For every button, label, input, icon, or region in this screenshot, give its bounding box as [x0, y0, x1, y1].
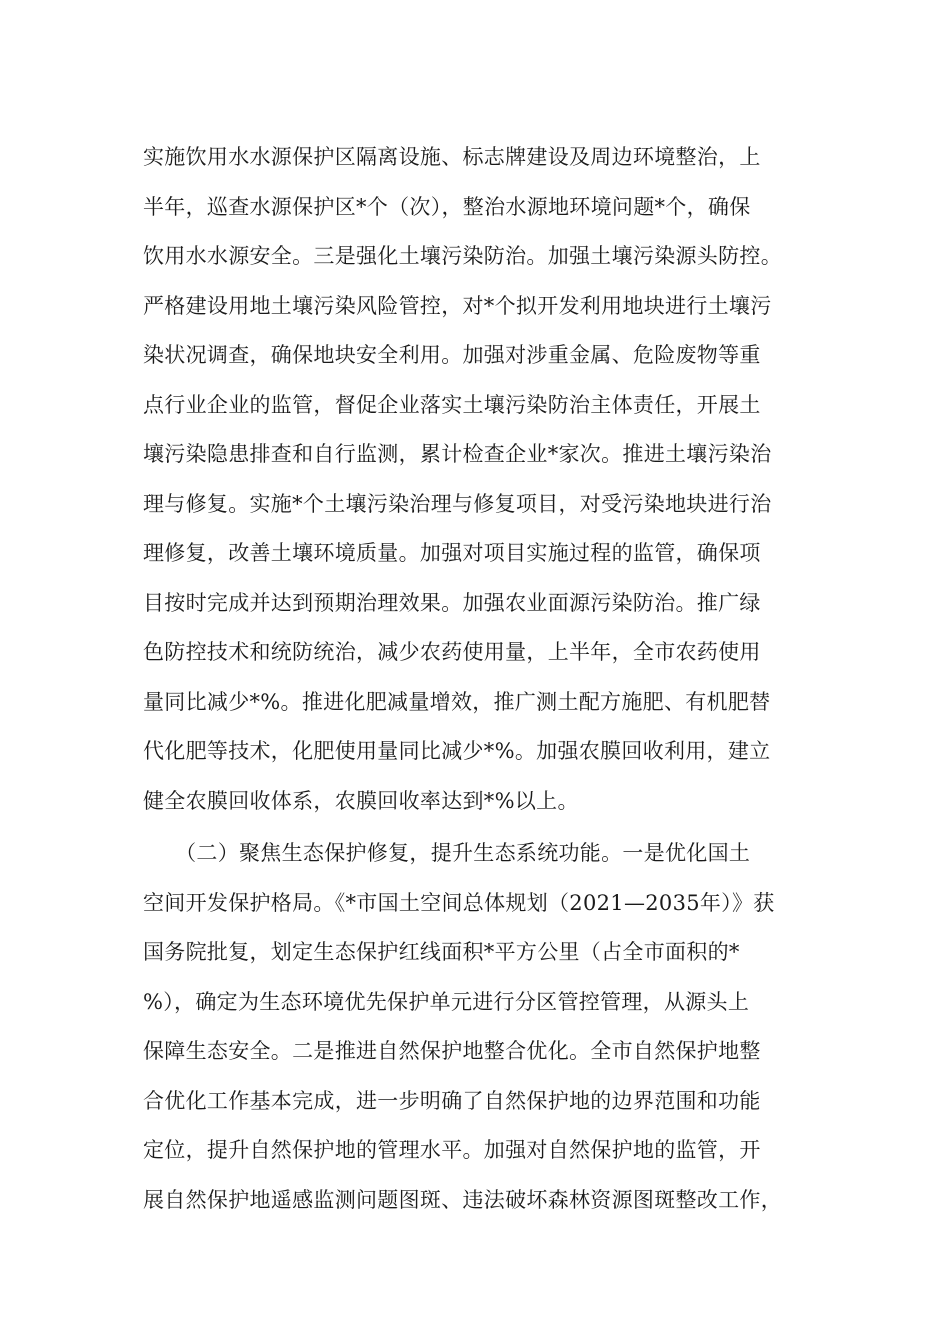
- text-line: 健全农膜回收体系，农膜回收率达到*%以上。: [143, 788, 579, 813]
- text-line: 空间开发保护格局。《*市国土空间总体规划（2021—2035年）》获: [143, 890, 775, 915]
- text-line: （二）聚焦生态保护修复，提升生态系统功能。一是优化国土: [143, 841, 751, 865]
- text-line: 壤污染隐患排查和自行监测，累计检查企业*家次。推进土壤污染治: [143, 442, 772, 466]
- text-line: 理修复，改善土壤环境质量。加强对项目实施过程的监管，确保项: [143, 541, 761, 565]
- text-line: 饮用水水源安全。三是强化土壤污染防治。加强土壤污染源头防控。: [143, 244, 782, 268]
- text-line: 色防控技术和统防统治，减少农药使用量，上半年，全市农药使用: [143, 640, 761, 664]
- text-line: 染状况调查，确保地块安全利用。加强对涉重金属、危险废物等重: [143, 343, 761, 367]
- text-line: 点行业企业的监管，督促企业落实土壤污染防治主体责任，开展土: [143, 392, 761, 417]
- text-line: 半年，巡查水源保护区*个（次），整治水源地环境问题*个，确保: [143, 194, 751, 219]
- text-line: %），确定为生态环境优先保护单元进行分区管控管理，从源头上: [143, 989, 750, 1014]
- text-line: 代化肥等技术，化肥使用量同比减少*%。加强农膜回收利用，建立: [143, 739, 771, 763]
- text-line: 定位，提升自然保护地的管理水平。加强对自然保护地的监管，开: [143, 1138, 761, 1162]
- text-line: 严格建设用地土壤污染风险管控，对*个拟开发利用地块进行土壤污: [143, 293, 772, 318]
- text-line: 保障生态安全。二是推进自然保护地整合优化。全市自然保护地整: [143, 1039, 761, 1063]
- document-body: [143, 133, 811, 1225]
- text-line: 国务院批复，划定生态保护红线面积*平方公里（占全市面积的*: [143, 940, 740, 964]
- text-line: 理与修复。实施*个土壤污染治理与修复项目，对受污染地块进行治: [143, 491, 772, 516]
- text-line: 展自然保护地遥感监测问题图斑、违法破坏森林资源图斑整改工作，: [143, 1187, 782, 1212]
- text-line: 实施饮用水水源保护区隔离设施、标志牌建设及周边环境整治，上: [143, 145, 761, 169]
- text-line: 目按时完成并达到预期治理效果。加强农业面源污染防治。推广绿: [143, 590, 761, 615]
- text-line: 量同比减少*%。推进化肥减量增效，推广测土配方施肥、有机肥替: [143, 689, 771, 714]
- text-line: 合优化工作基本完成，进一步明确了自然保护地的边界范围和功能: [143, 1088, 761, 1113]
